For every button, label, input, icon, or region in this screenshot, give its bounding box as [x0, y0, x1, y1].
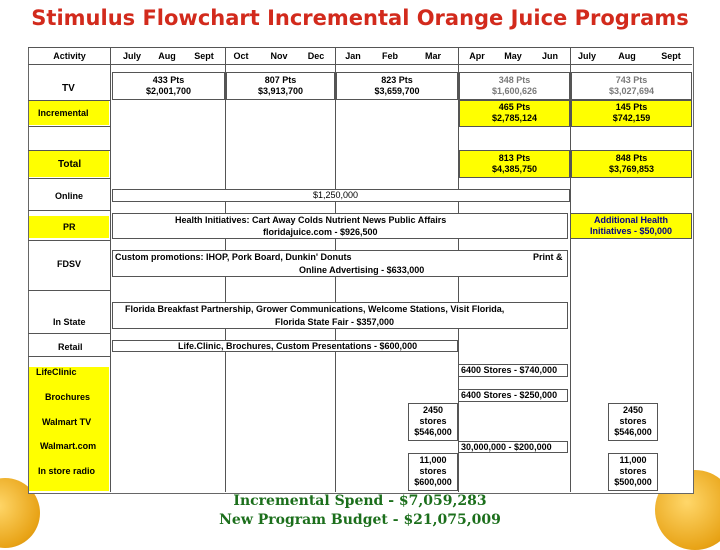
in-state-line1: Florida Breakfast Partnership, Grower Communications, Welcome Stations, Visit Florida, — [125, 304, 505, 314]
tv-q3-pts: 823 Pts — [381, 75, 413, 85]
pr-bar — [112, 213, 568, 239]
header-activity: Activity — [53, 51, 86, 61]
radio-1-amount: $600,000 — [414, 477, 452, 487]
retail-bar — [112, 340, 458, 352]
tv-q3-cell — [336, 72, 458, 100]
tv-q2-amt: $3,913,700 — [257, 86, 304, 96]
total-q5-cell — [571, 150, 692, 178]
tv-q4-amt: $1,600,626 — [491, 86, 538, 96]
tv-q2-pts: 807 Pts — [264, 75, 297, 85]
footer-program-budget: New Program Budget - $21,075,009 — [219, 512, 501, 528]
incremental-q5-pts: 145 Pts — [615, 102, 648, 112]
header-month-dec: Dec — [307, 51, 325, 61]
pr-additional-line2: Initiatives - $50,000 — [589, 226, 673, 236]
brochures-text: 6400 Stores - $250,000 — [461, 390, 558, 400]
tv-q2-cell — [226, 72, 335, 100]
tv-q4-cell — [459, 72, 570, 100]
radio-1-count: 11,000 — [419, 455, 447, 465]
walmart-tv-cell-2 — [608, 403, 658, 441]
row-sep-8 — [28, 333, 110, 334]
online-bar — [112, 189, 570, 202]
row-label-in-store-radio: In store radio — [38, 466, 96, 476]
tv-q5-amt: $3,027,694 — [608, 86, 655, 96]
tv-q3-amt: $3,659,700 — [374, 86, 420, 96]
walmart-com-text: 30,000,000 - $200,000 — [461, 442, 552, 452]
row-sep-7 — [28, 290, 110, 291]
radio-2-count: 11,000 — [619, 455, 647, 465]
walmart-tv-2-amount: $546,000 — [614, 427, 652, 437]
brochures-bar — [458, 389, 568, 402]
radio-1-unit: stores — [419, 466, 447, 476]
incremental-q4-cell — [459, 100, 570, 127]
row-sep-3 — [28, 150, 110, 151]
pr-additional-cell — [570, 213, 692, 239]
row-label-walmart-tv: Walmart TV — [42, 417, 92, 427]
row-label-walmart-com: Walmart.com — [40, 441, 97, 451]
row-label-total: Total — [58, 159, 82, 170]
radio-2-amount: $500,000 — [614, 477, 652, 487]
online-amount: $1,250,000 — [313, 190, 359, 200]
total-q4-pts: 813 Pts — [498, 153, 531, 163]
pr-line1: Health Initiatives: Cart Away Colds Nutrient News Public Affairs — [175, 215, 447, 225]
walmart-tv-1-amount: $546,000 — [414, 427, 452, 437]
fdsv-print: Print & — [533, 252, 563, 262]
incremental-q4-pts: 465 Pts — [498, 102, 531, 112]
walmart-com-bar — [458, 441, 568, 453]
pr-line2: floridajuice.com - $926,500 — [263, 227, 378, 237]
header-month-jul: July — [122, 51, 141, 61]
lifeclinic-bar — [458, 364, 568, 377]
row-sep-2 — [28, 126, 110, 127]
tv-q1-pts: 433 Pts — [152, 75, 185, 85]
walmart-tv-1-unit: stores — [419, 416, 447, 426]
fdsv-bar — [112, 250, 568, 277]
header-month-jan: Jan — [345, 51, 361, 61]
header-month-sep-2: Sept — [661, 51, 681, 61]
radio-cell-2 — [608, 453, 658, 491]
incremental-q4-amt: $2,785,124 — [491, 113, 538, 123]
tv-q1-amt: $2,001,700 — [145, 86, 192, 96]
tv-q5-cell — [571, 72, 692, 100]
total-q4-cell — [459, 150, 570, 178]
fdsv-line1: Custom promotions: IHOP, Pork Board, Dunkin' Donuts — [115, 252, 352, 262]
fdsv-line2: Online Advertising - $633,000 — [299, 265, 425, 275]
row-label-lifeclinic: LifeClinic — [36, 367, 77, 377]
row-sep-4 — [28, 178, 110, 179]
total-q5-amt: $3,769,853 — [608, 164, 655, 174]
row-label-tv: TV — [62, 83, 75, 94]
tv-q5-pts: 743 Pts — [615, 75, 648, 85]
row-label-incremental: Incremental — [38, 108, 89, 118]
total-q4-amt: $4,385,750 — [491, 164, 538, 174]
pr-additional-line1: Additional Health — [594, 215, 668, 225]
header-month-mar: Mar — [424, 51, 441, 61]
row-label-brochures: Brochures — [45, 392, 91, 402]
row-sep-1 — [28, 100, 110, 101]
header-month-feb: Feb — [381, 51, 398, 61]
row-label-pr: PR — [63, 222, 76, 232]
walmart-tv-1-count: 2450 — [422, 405, 444, 415]
row-sep-9 — [28, 356, 110, 357]
row-sep-6 — [28, 240, 110, 241]
row-label-in-state: In State — [53, 317, 86, 327]
page-title: Stimulus Flowchart Incremental Orange Juice Programs — [31, 6, 689, 30]
walmart-tv-2-unit: stores — [619, 416, 647, 426]
row-sep-5 — [28, 210, 110, 211]
header-month-aug: Aug — [158, 51, 176, 61]
tv-q1-cell — [112, 72, 225, 100]
walmart-tv-2-count: 2450 — [622, 405, 644, 415]
incremental-q5-cell — [571, 100, 692, 127]
retail-text: Life.Clinic, Brochures, Custom Presentations - $600,000 — [178, 341, 418, 351]
tv-q4-pts: 348 Pts — [498, 75, 531, 85]
header-top-line — [28, 47, 692, 48]
footer-incremental-spend: Incremental Spend - $7,059,283 — [233, 493, 487, 509]
header-month-oct: Oct — [233, 51, 249, 61]
header-month-nov: Nov — [270, 51, 288, 61]
total-q5-pts: 848 Pts — [615, 153, 648, 163]
grid-vline-1 — [110, 47, 111, 492]
header-month-jun: Jun — [541, 51, 558, 61]
row-label-fdsv: FDSV — [57, 259, 82, 269]
radio-cell-1 — [408, 453, 458, 491]
row-label-online: Online — [55, 191, 84, 201]
row-label-retail: Retail — [58, 342, 83, 352]
header-month-aug-2: Aug — [618, 51, 636, 61]
radio-2-unit: stores — [619, 466, 647, 476]
header-month-jul-2: July — [577, 51, 596, 61]
header-month-sep: Sept — [194, 51, 214, 61]
header-month-may: May — [504, 51, 522, 61]
header-bottom-line — [28, 64, 692, 65]
header-month-apr: Apr — [469, 51, 485, 61]
in-state-bar — [112, 302, 568, 329]
lifeclinic-text: 6400 Stores - $740,000 — [461, 365, 558, 375]
in-state-line2: Florida State Fair - $357,000 — [275, 317, 395, 327]
incremental-q5-amt: $742,159 — [612, 113, 651, 123]
walmart-tv-cell-1 — [408, 403, 458, 441]
